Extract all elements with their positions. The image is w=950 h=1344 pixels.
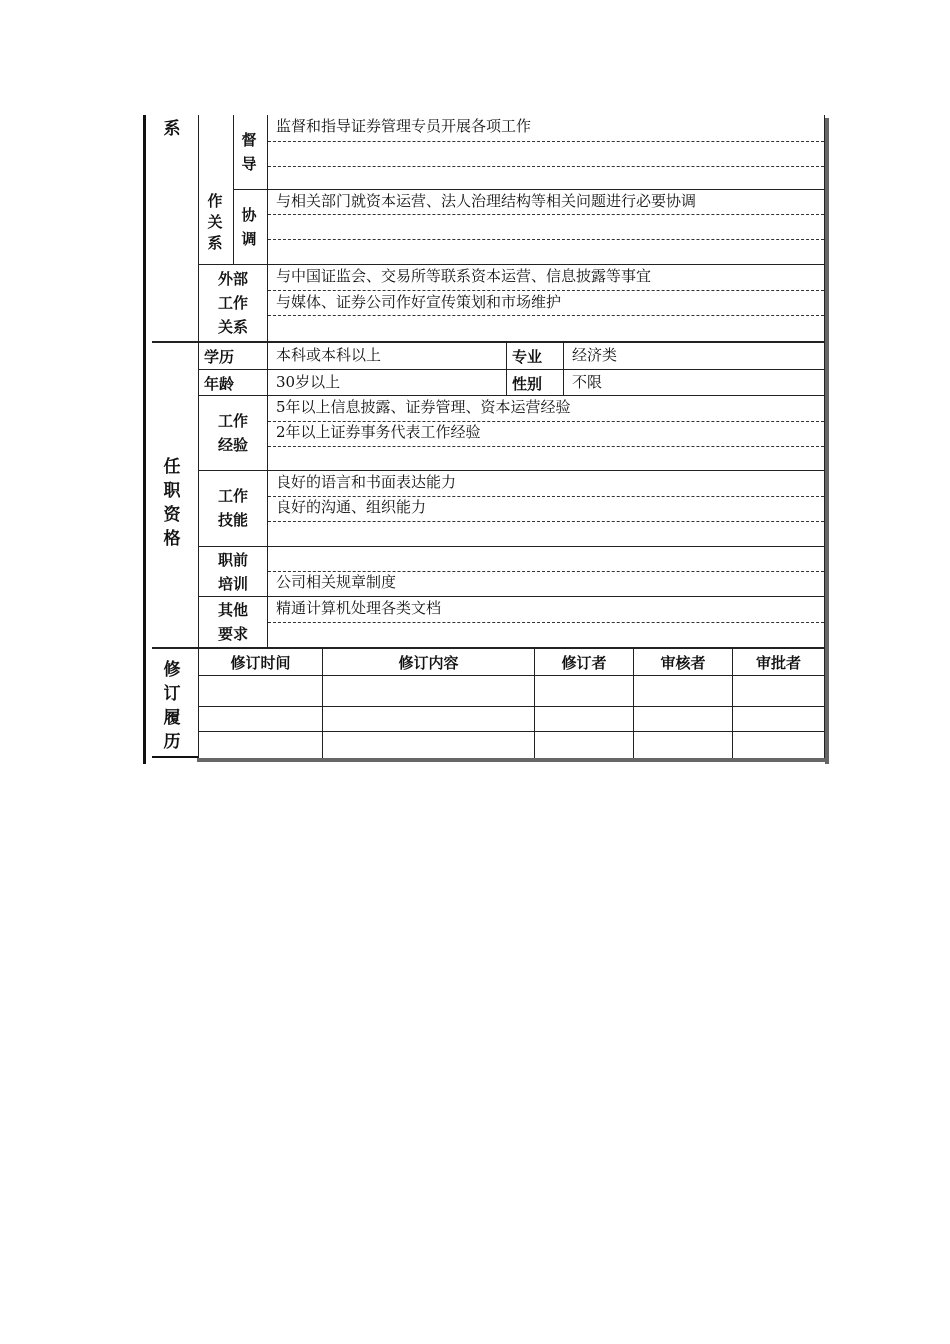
- row-line: [198, 470, 824, 471]
- dashed-rule: [268, 141, 824, 142]
- revision-header-time: 修订时间: [230, 654, 291, 672]
- major-label: 专业: [512, 348, 543, 366]
- dashed-rule: [268, 421, 824, 422]
- external-line-2: 与媒体、证券公司作好宣传策划和市场维护: [276, 293, 562, 311]
- label-char: 关: [207, 213, 223, 231]
- label-char: 作: [207, 192, 223, 210]
- internal-subcol-divider: [233, 115, 234, 265]
- dashed-rule: [268, 496, 824, 497]
- label-line: 经验: [217, 436, 248, 454]
- experience-line-1: 5年以上信息披露、证券管理、资本运营经验: [276, 398, 571, 416]
- label-line: 关系: [217, 318, 248, 336]
- dashed-rule: [268, 166, 824, 167]
- label-line: 培训: [217, 575, 248, 593]
- edu-divider-a: [506, 341, 507, 395]
- row-line: [198, 395, 824, 396]
- content-column-divider: [267, 115, 268, 647]
- label-char: 督: [241, 131, 257, 149]
- label-char: 职: [163, 481, 181, 501]
- label-char: 导: [241, 155, 257, 173]
- supervise-line-1: 监督和指导证券管理专员开展各项工作: [276, 117, 532, 135]
- revision-header-reviser: 修订者: [561, 654, 607, 672]
- education-value: 本科或本科以上: [276, 346, 382, 364]
- skills-line-1: 良好的语言和书面表达能力: [276, 473, 457, 491]
- label-line: 外部: [217, 270, 248, 288]
- skills-line-2: 良好的沟通、组织能力: [276, 498, 427, 516]
- coordinate-line-1: 与相关部门就资本运营、法人治理结构等相关问题进行必要协调: [276, 192, 697, 210]
- age-value: 30岁以上: [276, 373, 341, 391]
- row-line: [233, 189, 824, 190]
- revision-header-approver: 审批者: [755, 654, 801, 672]
- age-label: 年龄: [204, 375, 235, 393]
- label-char: 任: [163, 457, 181, 477]
- dashed-rule: [268, 239, 824, 240]
- row-line: [198, 264, 824, 265]
- gender-value: 不限: [572, 373, 603, 391]
- label-char: 订: [163, 684, 181, 704]
- dashed-rule: [268, 521, 824, 522]
- label-char: 履: [163, 708, 181, 728]
- training-line-2: 公司相关规章制度: [276, 573, 397, 591]
- dashed-rule: [268, 290, 824, 291]
- label-line: 技能: [217, 511, 248, 529]
- other-line-1: 精通计算机处理各类文档: [276, 599, 442, 617]
- row-line: [198, 369, 824, 370]
- section-divider: [152, 647, 824, 649]
- label-line: 职前: [217, 551, 248, 569]
- major-value: 经济类: [572, 346, 618, 364]
- external-relations-label: [208, 267, 258, 339]
- label-char: 资: [163, 505, 181, 525]
- other-requirements-label: [208, 598, 258, 646]
- supervise-label: [238, 128, 260, 176]
- revision-row-line: [198, 706, 824, 707]
- internal-relations-label: [204, 191, 226, 254]
- label-line: 工作: [217, 412, 248, 430]
- section-bottom-thick: [152, 756, 198, 758]
- table-outer-left-border: [143, 115, 146, 764]
- dashed-rule: [268, 315, 824, 316]
- training-label: [208, 548, 258, 596]
- revision-row-line: [198, 731, 824, 732]
- label-char: 协: [241, 206, 257, 224]
- skills-label: [208, 484, 258, 532]
- label-char: 修: [163, 660, 181, 680]
- revision-section-label: [160, 658, 184, 754]
- section-divider: [152, 341, 824, 343]
- dashed-rule: [268, 214, 824, 215]
- revision-header-reviewer: 审核者: [660, 654, 706, 672]
- label-line: 工作: [217, 487, 248, 505]
- coordinate-label: [238, 203, 260, 251]
- experience-label: [208, 409, 258, 457]
- education-label: 学历: [204, 348, 235, 366]
- label-char: 历: [163, 732, 181, 752]
- row-line: [198, 546, 824, 547]
- qualifications-section-label: [160, 455, 184, 551]
- external-line-1: 与中国证监会、交易所等联系资本运营、信息披露等事宜: [276, 267, 652, 285]
- revision-header-content: 修订内容: [398, 654, 459, 672]
- relations-section-tail: 系: [163, 119, 181, 139]
- edu-divider-b: [563, 341, 564, 395]
- gender-label: 性别: [512, 375, 543, 393]
- dashed-rule: [268, 571, 824, 572]
- table-right-shadow: [825, 118, 829, 764]
- label-char: 格: [163, 529, 181, 549]
- label-line: 要求: [217, 625, 248, 643]
- table-bottom-shadow: [197, 758, 829, 762]
- dashed-rule: [268, 446, 824, 447]
- label-char: 系: [207, 234, 223, 252]
- label-char: 调: [241, 230, 257, 248]
- experience-line-2: 2年以上证券事务代表工作经验: [276, 423, 481, 441]
- row-line: [198, 596, 824, 597]
- label-line: 工作: [217, 294, 248, 312]
- dashed-rule: [268, 622, 824, 623]
- revision-row-line: [198, 675, 824, 676]
- label-line: 其他: [217, 601, 248, 619]
